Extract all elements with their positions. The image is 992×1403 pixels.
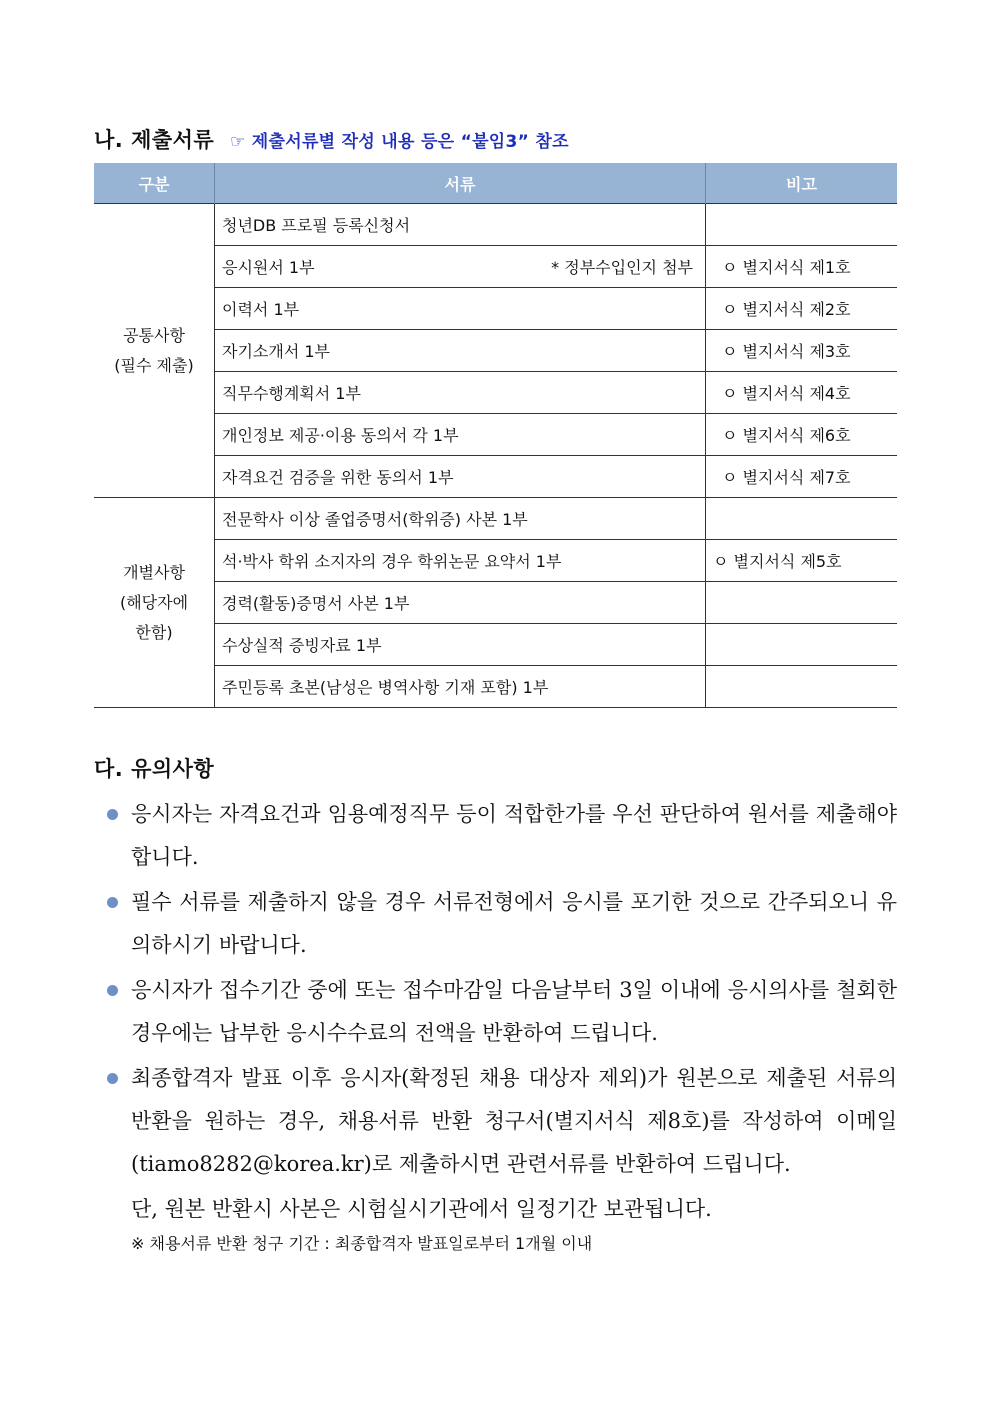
category-line: 한함) — [135, 622, 173, 642]
note-text: 응시자가 접수기간 중에 또는 접수마감일 다음날부터 3일 이내에 응시의사를 철회한 경우에는 납부한 응시수수료의 전액을 반환하여 드립니다. — [131, 978, 897, 1045]
note-text: 최종합격자 발표 이후 응시자(확정된 채용 대상자 제외)가 원본으로 제출된 서류의 반환을 원하는 경우, 채용서류 반환 청구서(별지서식 제8호)를 작성하여 이메일(tiamo8282@korea.kr)로 제출하시면 관련서류를 반환하여 드립니다. — [131, 1066, 897, 1176]
remark-cell: ㅇ 별지서식 제6호 — [706, 414, 898, 456]
category-line: 개별사항 — [123, 562, 185, 582]
table-row — [94, 498, 897, 540]
list-item — [104, 793, 897, 879]
document-name: 이력서 1부 — [222, 300, 300, 319]
bullet-icon — [107, 985, 118, 996]
table-row — [94, 540, 897, 582]
document-name: 직무수행계획서 1부 — [222, 384, 361, 403]
section-title-text: 나. 제출서류 — [94, 128, 215, 152]
table-row — [94, 666, 897, 708]
document-cell — [215, 456, 706, 498]
document-cell — [215, 498, 706, 540]
header-category: 구분 — [94, 163, 215, 204]
remark-cell — [706, 582, 898, 624]
document-cell — [215, 666, 706, 708]
footnote: ※ 채용서류 반환 청구 기간 : 최종합격자 발표일로부터 1개월 이내 — [131, 1234, 593, 1253]
note-extra: 단, 원본 반환시 사본은 시험실시기관에서 일정기간 보관됩니다. — [131, 1197, 712, 1221]
document-name: 응시원서 1부 — [222, 258, 315, 277]
table-row — [94, 582, 897, 624]
note-text: 응시자는 자격요건과 임용예정직무 등이 적합한가를 우선 판단하여 원서를 제출해야 합니다. — [131, 802, 897, 869]
document-cell — [215, 624, 706, 666]
document-cell — [215, 582, 706, 624]
remark-cell — [706, 666, 898, 708]
table-row — [94, 624, 897, 666]
document-cell — [215, 204, 706, 246]
header-document: 서류 — [215, 163, 706, 204]
document-name: 석·박사 학위 소지자의 경우 학위논문 요약서 1부 — [222, 552, 562, 571]
remark-cell — [706, 498, 898, 540]
bullet-icon — [107, 1073, 118, 1084]
document-cell — [215, 540, 706, 582]
document-name: 개인정보 제공·이용 동의서 각 1부 — [222, 426, 459, 445]
document-name: 전문학사 이상 졸업증명서(학위증) 사본 1부 — [222, 510, 528, 529]
document-cell — [215, 288, 706, 330]
section-title-submission — [94, 124, 569, 154]
remark-cell — [706, 624, 898, 666]
list-item — [104, 881, 897, 967]
document-cell — [215, 372, 706, 414]
document-cell — [215, 246, 706, 288]
bullet-icon — [107, 809, 118, 820]
remark-cell: ㅇ 별지서식 제7호 — [706, 456, 898, 498]
document-name: 자기소개서 1부 — [222, 342, 331, 361]
table-row — [94, 204, 897, 246]
note-text: 필수 서류를 제출하지 않을 경우 서류전형에서 응시를 포기한 것으로 간주되오니 유의하시기 바랍니다. — [131, 890, 897, 957]
remark-cell: ㅇ 별지서식 제2호 — [706, 288, 898, 330]
header-remark: 비고 — [706, 163, 898, 204]
document-name: 주민등록 초본(남성은 병역사항 기재 포함) 1부 — [222, 678, 549, 697]
remark-cell: ㅇ 별지서식 제1호 — [706, 246, 898, 288]
section-title-notes: 다. 유의사항 — [94, 757, 215, 781]
stamp-note: * 정부수입인지 첨부 — [551, 258, 693, 277]
table-row — [94, 456, 897, 498]
bullet-icon — [107, 897, 118, 908]
document-name: 자격요건 검증을 위한 동의서 1부 — [222, 468, 454, 487]
document-cell — [215, 330, 706, 372]
reference-note: ☞ 제출서류별 작성 내용 등은 “붙임3” 참조 — [230, 132, 569, 152]
table-header-row — [94, 163, 897, 204]
table-row — [94, 246, 897, 288]
document-name: 청년DB 프로필 등록신청서 — [222, 216, 411, 235]
document-name: 수상실적 증빙자료 1부 — [222, 636, 382, 655]
notes-list — [104, 793, 897, 1259]
category-cell-individual — [94, 498, 215, 708]
category-line: (필수 제출) — [114, 355, 194, 375]
category-cell-common — [94, 204, 215, 498]
category-line: (해당자에 — [119, 592, 189, 612]
table-row — [94, 288, 897, 330]
documents-table — [94, 163, 897, 708]
remark-cell — [706, 204, 898, 246]
remark-cell: ㅇ 별지서식 제4호 — [706, 372, 898, 414]
document-cell — [215, 414, 706, 456]
table-row — [94, 330, 897, 372]
list-item — [104, 969, 897, 1055]
list-item — [104, 1057, 897, 1257]
document-name: 경력(활동)증명서 사본 1부 — [222, 594, 410, 613]
category-line: 공통사항 — [123, 325, 185, 345]
remark-cell: ㅇ 별지서식 제3호 — [706, 330, 898, 372]
table-row — [94, 414, 897, 456]
remark-cell: ㅇ 별지서식 제5호 — [706, 540, 898, 582]
table-row — [94, 372, 897, 414]
